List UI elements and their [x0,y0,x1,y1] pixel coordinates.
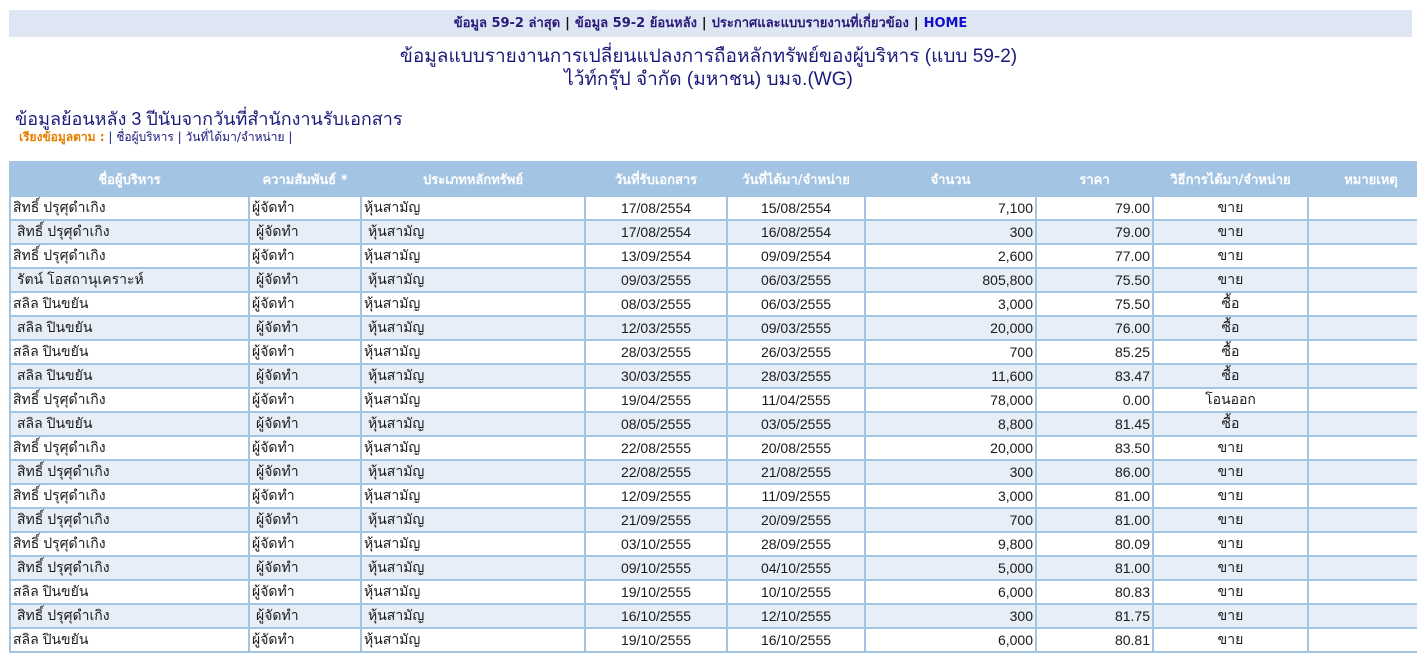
cell-remark [1309,629,1417,651]
cell-method: ซื้อ [1154,341,1307,363]
cell-relationship: ผู้จัดทำ [250,581,360,603]
cell-quantity: 11,600 [866,365,1035,387]
table-header-row [11,163,1417,195]
cell-method: ขาย [1154,269,1307,291]
table-row [11,221,1417,243]
top-navigation-bar [9,10,1412,37]
cell-security-type: หุ้นสามัญ [362,509,584,531]
cell-remark [1309,269,1417,291]
cell-security-type: หุ้นสามัญ [362,461,584,483]
cell-relationship: ผู้จัดทำ [250,461,360,483]
cell-relationship: ผู้จัดทำ [250,245,360,267]
cell-transaction-date: 16/10/2555 [728,629,864,651]
cell-security-type: หุ้นสามัญ [362,605,584,627]
cell-transaction-date: 16/08/2554 [728,221,864,243]
cell-transaction-date: 06/03/2555 [728,293,864,315]
cell-remark [1309,221,1417,243]
cell-transaction-date: 20/09/2555 [728,509,864,531]
cell-quantity: 3,000 [866,293,1035,315]
cell-price: 81.00 [1037,485,1152,507]
cell-security-type: หุ้นสามัญ [362,317,584,339]
cell-quantity: 300 [866,461,1035,483]
table-row [11,581,1417,603]
cell-name: สิทธิ์ ปรุศุดำเกิง [11,533,248,555]
cell-received-date: 17/08/2554 [586,221,726,243]
table-row [11,197,1417,219]
cell-security-type: หุ้นสามัญ [362,197,584,219]
cell-relationship: ผู้จัดทำ [250,629,360,651]
cell-price: 80.09 [1037,533,1152,555]
cell-method: ขาย [1154,509,1307,531]
table-row [11,293,1417,315]
cell-received-date: 22/08/2555 [586,461,726,483]
column-header: วิธีการได้มา/จำหน่าย [1154,163,1307,195]
cell-price: 83.47 [1037,365,1152,387]
cell-transaction-date: 06/03/2555 [728,269,864,291]
cell-method: ขาย [1154,581,1307,603]
cell-method: ขาย [1154,485,1307,507]
cell-method: ขาย [1154,197,1307,219]
cell-security-type: หุ้นสามัญ [362,293,584,315]
cell-quantity: 300 [866,221,1035,243]
cell-method: ซื้อ [1154,413,1307,435]
cell-method: ซื้อ [1154,365,1307,387]
cell-received-date: 12/09/2555 [586,485,726,507]
cell-remark [1309,365,1417,387]
cell-security-type: หุ้นสามัญ [362,629,584,651]
cell-name: รัตน์ โอสถานุเคราะห์ [11,269,248,291]
cell-security-type: หุ้นสามัญ [362,533,584,555]
column-header: ชื่อผู้บริหาร [11,163,248,195]
cell-name: สลิล ปินขยัน [11,629,248,651]
cell-method: ขาย [1154,461,1307,483]
cell-quantity: 805,800 [866,269,1035,291]
cell-remark [1309,509,1417,531]
cell-name: สิทธิ์ ปรุศุดำเกิง [11,461,248,483]
cell-received-date: 17/08/2554 [586,197,726,219]
cell-price: 81.45 [1037,413,1152,435]
cell-price: 77.00 [1037,245,1152,267]
cell-remark [1309,605,1417,627]
company-name: ไว้ท์กรุ๊ป จำกัด (มหาชน) บมจ.(WG) [564,69,853,90]
page-title: ข้อมูลแบบรายงานการเปลี่ยนแปลงการถือหลักทรัพย์ของผู้บริหาร (แบบ 59-2) [399,46,1018,67]
table-row [11,365,1417,387]
cell-relationship: ผู้จัดทำ [250,605,360,627]
cell-security-type: หุ้นสามัญ [362,341,584,363]
sort-separator: | [177,130,182,144]
table-row [11,605,1417,627]
cell-name: สลิล ปินขยัน [11,413,248,435]
cell-remark [1309,197,1417,219]
cell-received-date: 21/09/2555 [586,509,726,531]
cell-relationship: ผู้จัดทำ [250,557,360,579]
cell-quantity: 300 [866,605,1035,627]
sort-by-name-link[interactable]: ชื่อผู้บริหาร [116,130,174,144]
cell-price: 79.00 [1037,221,1152,243]
cell-remark [1309,341,1417,363]
cell-name: สลิล ปินขยัน [11,293,248,315]
table-row [11,317,1417,339]
cell-price: 80.81 [1037,629,1152,651]
cell-relationship: ผู้จัดทำ [250,317,360,339]
cell-relationship: ผู้จัดทำ [250,365,360,387]
cell-security-type: หุ้นสามัญ [362,485,584,507]
sort-separator: | [108,130,113,144]
cell-remark [1309,245,1417,267]
cell-quantity: 5,000 [866,557,1035,579]
cell-price: 81.75 [1037,605,1152,627]
nav-separator: | [565,16,570,31]
table-row [11,485,1417,507]
cell-transaction-date: 20/08/2555 [728,437,864,459]
column-header: ประเภทหลักทรัพย์ [362,163,584,195]
table-row [11,413,1417,435]
cell-price: 85.25 [1037,341,1152,363]
cell-name: สิทธิ์ ปรุศุดำเกิง [11,437,248,459]
table-row [11,509,1417,531]
cell-relationship: ผู้จัดทำ [250,437,360,459]
cell-quantity: 8,800 [866,413,1035,435]
sort-label: เรียงข้อมูลตาม : [19,130,105,144]
table-row [11,437,1417,459]
table-row [11,269,1417,291]
cell-quantity: 20,000 [866,317,1035,339]
cell-transaction-date: 21/08/2555 [728,461,864,483]
cell-relationship: ผู้จัดทำ [250,341,360,363]
cell-security-type: หุ้นสามัญ [362,221,584,243]
cell-price: 83.50 [1037,437,1152,459]
cell-relationship: ผู้จัดทำ [250,533,360,555]
nav-separator: | [913,16,919,31]
table-row [11,341,1417,363]
cell-security-type: หุ้นสามัญ [362,245,584,267]
cell-received-date: 19/10/2555 [586,629,726,651]
cell-security-type: หุ้นสามัญ [362,365,584,387]
cell-transaction-date: 28/09/2555 [728,533,864,555]
cell-name: สลิล ปินขยัน [11,317,248,339]
cell-remark [1309,533,1417,555]
cell-price: 76.00 [1037,317,1152,339]
column-header: หมายเหตุ [1309,163,1417,195]
cell-remark [1309,293,1417,315]
cell-method: ขาย [1154,557,1307,579]
table-row [11,533,1417,555]
cell-remark [1309,389,1417,411]
cell-name: สิทธิ์ ปรุศุดำเกิง [11,389,248,411]
cell-received-date: 12/03/2555 [586,317,726,339]
cell-method: ขาย [1154,605,1307,627]
cell-transaction-date: 12/10/2555 [728,605,864,627]
cell-remark [1309,557,1417,579]
cell-security-type: หุ้นสามัญ [362,437,584,459]
cell-quantity: 7,100 [866,197,1035,219]
cell-received-date: 08/05/2555 [586,413,726,435]
cell-method: ขาย [1154,533,1307,555]
cell-received-date: 16/10/2555 [586,605,726,627]
cell-method: ซื้อ [1154,293,1307,315]
cell-price: 81.00 [1037,509,1152,531]
cell-name: สลิล ปินขยัน [11,365,248,387]
cell-remark [1309,461,1417,483]
cell-name: สิทธิ์ ปรุศุดำเกิง [11,485,248,507]
cell-name: สิทธิ์ ปรุศุดำเกิง [11,245,248,267]
cell-quantity: 78,000 [866,389,1035,411]
cell-remark [1309,317,1417,339]
cell-received-date: 03/10/2555 [586,533,726,555]
cell-received-date: 28/03/2555 [586,341,726,363]
cell-security-type: หุ้นสามัญ [362,557,584,579]
cell-quantity: 6,000 [866,581,1035,603]
table-row [11,461,1417,483]
cell-method: ขาย [1154,245,1307,267]
cell-name: สลิล ปินขยัน [11,341,248,363]
cell-security-type: หุ้นสามัญ [362,389,584,411]
cell-remark [1309,485,1417,507]
cell-price: 79.00 [1037,197,1152,219]
cell-transaction-date: 04/10/2555 [728,557,864,579]
cell-quantity: 700 [866,509,1035,531]
cell-name: สลิล ปินขยัน [11,581,248,603]
cell-relationship: ผู้จัดทำ [250,269,360,291]
cell-quantity: 9,800 [866,533,1035,555]
nav-link-announcements[interactable]: ประกาศและแบบรายงานที่เกี่ยวข้อง [711,16,909,31]
cell-price: 86.00 [1037,461,1152,483]
cell-received-date: 09/10/2555 [586,557,726,579]
table-row [11,629,1417,651]
sort-by-date-link[interactable]: วันที่ได้มา/จำหน่าย [185,130,285,144]
column-header: วันที่รับเอกสาร [586,163,726,195]
transactions-table-container [9,161,1415,653]
cell-received-date: 19/10/2555 [586,581,726,603]
cell-method: โอนออก [1154,389,1307,411]
cell-name: สิทธิ์ ปรุศุดำเกิง [11,605,248,627]
cell-relationship: ผู้จัดทำ [250,485,360,507]
table-row [11,389,1417,411]
cell-quantity: 6,000 [866,629,1035,651]
cell-relationship: ผู้จัดทำ [250,293,360,315]
cell-price: 81.00 [1037,557,1152,579]
nav-link-latest[interactable]: ข้อมูล 59-2 ล่าสุด [453,16,561,31]
cell-quantity: 20,000 [866,437,1035,459]
cell-security-type: หุ้นสามัญ [362,581,584,603]
nav-link-history[interactable]: ข้อมูล 59-2 ย้อนหลัง [574,16,697,31]
cell-security-type: หุ้นสามัญ [362,413,584,435]
cell-relationship: ผู้จัดทำ [250,413,360,435]
cell-quantity: 3,000 [866,485,1035,507]
cell-transaction-date: 09/03/2555 [728,317,864,339]
cell-received-date: 08/03/2555 [586,293,726,315]
cell-transaction-date: 09/09/2554 [728,245,864,267]
cell-relationship: ผู้จัดทำ [250,221,360,243]
cell-received-date: 09/03/2555 [586,269,726,291]
cell-transaction-date: 28/03/2555 [728,365,864,387]
cell-quantity: 700 [866,341,1035,363]
cell-transaction-date: 15/08/2554 [728,197,864,219]
nav-separator: | [701,16,707,31]
column-header: ราคา [1037,163,1152,195]
cell-received-date: 19/04/2555 [586,389,726,411]
cell-remark [1309,413,1417,435]
cell-name: สิทธิ์ ปรุศุดำเกิง [11,557,248,579]
cell-name: สิทธิ์ ปรุศุดำเกิง [11,221,248,243]
sort-separator: | [288,130,293,144]
cell-relationship: ผู้จัดทำ [250,509,360,531]
column-header: วันที่ได้มา/จำหน่าย [728,163,864,195]
cell-relationship: ผู้จัดทำ [250,197,360,219]
column-header: จำนวน [866,163,1035,195]
cell-name: สิทธิ์ ปรุศุดำเกิง [11,197,248,219]
cell-received-date: 22/08/2555 [586,437,726,459]
cell-security-type: หุ้นสามัญ [362,269,584,291]
cell-method: ขาย [1154,629,1307,651]
subheading: ข้อมูลย้อนหลัง 3 ปีนับจากวันที่สำนักงานรับเอกสาร [15,109,403,129]
column-header: ความสัมพันธ์ * [250,163,360,195]
cell-price: 75.50 [1037,269,1152,291]
nav-link-home[interactable]: HOME [923,16,968,31]
cell-transaction-date: 11/04/2555 [728,389,864,411]
cell-received-date: 30/03/2555 [586,365,726,387]
sort-options [19,128,292,147]
cell-name: สิทธิ์ ปรุศุดำเกิง [11,509,248,531]
cell-remark [1309,581,1417,603]
table-row [11,557,1417,579]
cell-remark [1309,437,1417,459]
cell-method: ขาย [1154,221,1307,243]
cell-quantity: 2,600 [866,245,1035,267]
cell-transaction-date: 03/05/2555 [728,413,864,435]
cell-relationship: ผู้จัดทำ [250,389,360,411]
cell-price: 0.00 [1037,389,1152,411]
cell-transaction-date: 10/10/2555 [728,581,864,603]
cell-received-date: 13/09/2554 [586,245,726,267]
cell-transaction-date: 11/09/2555 [728,485,864,507]
table-row [11,245,1417,267]
cell-price: 80.83 [1037,581,1152,603]
cell-method: ซื้อ [1154,317,1307,339]
cell-price: 75.50 [1037,293,1152,315]
cell-transaction-date: 26/03/2555 [728,341,864,363]
cell-method: ขาย [1154,437,1307,459]
transactions-table [9,161,1417,653]
